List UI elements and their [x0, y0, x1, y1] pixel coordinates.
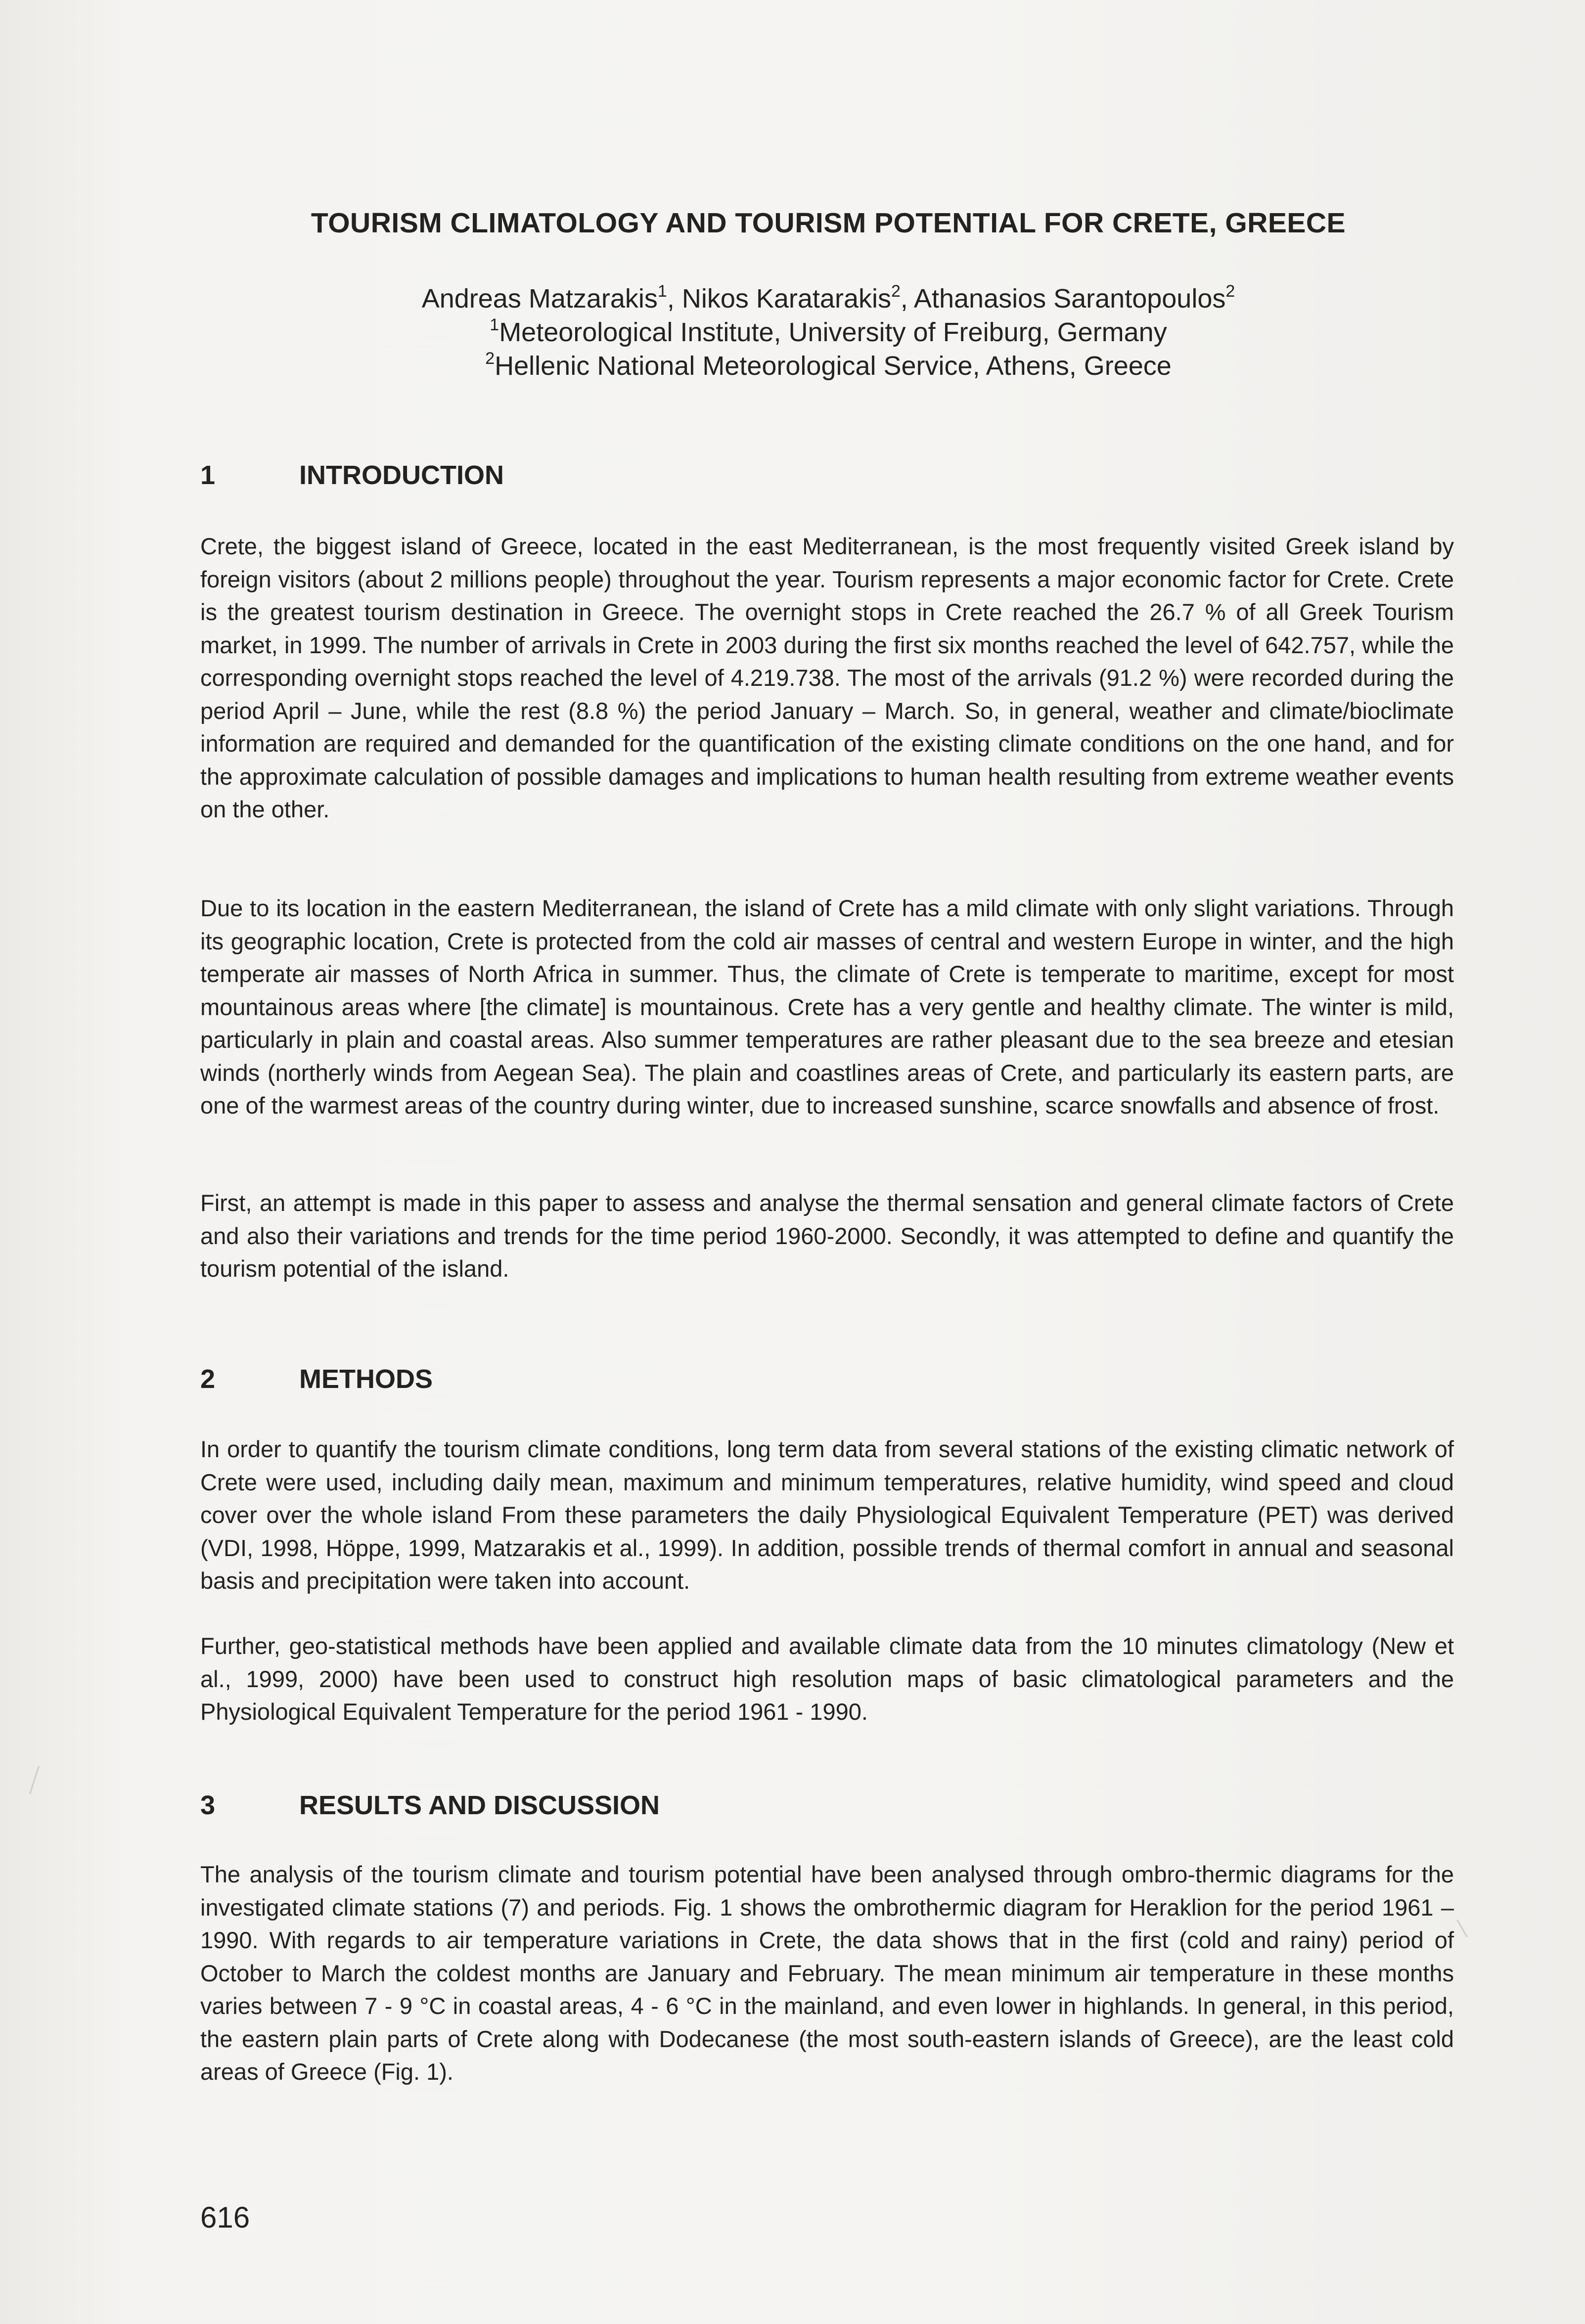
affiliation-text: Hellenic National Meteorological Service, Athens, Greece	[495, 351, 1172, 381]
body-paragraph: Crete, the biggest island of Greece, located in the east Mediterranean, is the most frequently visited Greek island by foreign visitors (about 2 millions people) throughout the year. Tourism represents a major economic factor for Crete. Crete is the greatest tourism destination in Greece. The overnight stops in Crete reached the 26.7 % of all Greek Tourism market, in 1999. The number of arrivals in Crete in 2003 during the first six months reached the level of 642.757, while the corresponding overnight stops reached the level of 4.219.738. The most of the arrivals (91.2 %) were recorded during the period April – June, while the rest (8.8 %) the period January – March. So, in general, weather and climate/bioclimate information are required and demanded for the quantification of the existing climate conditions on the one hand, and for the approximate calculation of possible damages and implications to human health resulting from extreme weather events on the other.	[200, 533, 1454, 822]
body-paragraph: The analysis of the tourism climate and tourism potential have been analysed through ombro-thermic diagrams for the investigated climate stations (7) and periods. Fig. 1 shows the ombrothermic diagram for Heraklion for the period 1961 – 1990. With regards to air temperature variations in Crete, the data shows that in the first (cold and rainy) period of October to March the coldest months are January and February. The mean minimum air temperature in these months varies between 7 - 9 °C in coastal areas, 4 - 6 °C in the mainland, and even lower in highlands. In general, in this period, the eastern plain parts of Crete along with Dodecanese (the most south-eastern islands of Greece), are the least cold areas of Greece (Fig. 1).	[200, 1861, 1454, 2085]
author-affiliation-mark: 2	[1225, 282, 1235, 301]
author-name: Andreas Matzarakis	[421, 284, 658, 313]
author-affiliation-mark: 2	[891, 282, 901, 301]
section-title: RESULTS AND DISCUSSION	[299, 1790, 660, 1820]
paper-title: TOURISM CLIMATOLOGY AND TOURISM POTENTIAL FOR CRETE, GREECE	[311, 207, 1346, 239]
scan-mark	[1456, 1920, 1468, 1937]
author-line	[148, 282, 1508, 315]
section-number: 2	[200, 1364, 216, 1394]
body-paragraph: Due to its location in the eastern Mediterranean, the island of Crete has a mild climate with only slight variations. Through its geographic location, Crete is protected from the cold air masses of central and western Europe in winter, and the high temperate air masses of North Africa in summer. Thus, the climate of Crete is temperate to maritime, except for most mountainous areas where [the climate] is mountainous. Crete has a very gentle and healthy climate. The winter is mild, particularly in plain and coastal areas. Also summer temperatures are rather pleasant due to the sea breeze and etesian winds (northerly winds from Aegean Sea). The plain and coastlines areas of Crete, and particularly its eastern parts, are one of the warmest areas of the country during winter, due to increased sunshine, scarce snowfalls and absence of frost.	[200, 895, 1454, 1118]
section-title: INTRODUCTION	[299, 460, 504, 490]
scan-mark	[29, 1766, 40, 1794]
section-heading-methods	[200, 1364, 433, 1394]
section-number: 3	[200, 1790, 216, 1820]
affiliation-mark: 2	[485, 349, 495, 368]
affiliation-text: Meteorological Institute, University of Freiburg, Germany	[499, 317, 1167, 347]
body-paragraph: Further, geo-statistical methods have been applied and available climate data from the 10 minutes climatology (New et al., 1999, 2000) have been used to construct high resolution maps of basic climatological parameters and the Physiological Equivalent Temperature for the period 1961 - 1990.	[200, 1633, 1454, 1725]
author-name: , Athanasios Sarantopoulos	[900, 284, 1226, 313]
body-paragraph: First, an attempt is made in this paper to assess and analyse the thermal sensation and general climate factors of Crete and also their variations and trends for the time period 1960-2000. Secondly, it was attempted to define and quantify the tourism potential of the island.	[200, 1190, 1454, 1282]
section-title: METHODS	[299, 1364, 433, 1394]
author-affiliation-mark: 1	[657, 282, 667, 301]
affiliation-mark: 1	[490, 315, 499, 334]
section-heading-results	[200, 1790, 660, 1821]
section-number: 1	[200, 460, 216, 490]
page-number: 616	[200, 2201, 250, 2234]
body-paragraph: In order to quantify the tourism climate conditions, long term data from several stations of the existing climatic network of Crete were used, including daily mean, maximum and minimum temperatures, relative humidity, wind speed and cloud cover over the whole island From these parameters the daily Physiological Equivalent Temperature (PET) was derived (VDI, 1998, Höppe, 1999, Matzarakis et al., 1999). In addition, possible trends of thermal comfort in annual and seasonal basis and precipitation were taken into account.	[200, 1436, 1454, 1594]
affiliation-line	[148, 315, 1508, 349]
section-heading-introduction	[200, 460, 504, 491]
affiliation-line	[148, 349, 1508, 383]
author-block	[148, 282, 1508, 383]
author-name: , Nikos Karatarakis	[667, 284, 891, 313]
